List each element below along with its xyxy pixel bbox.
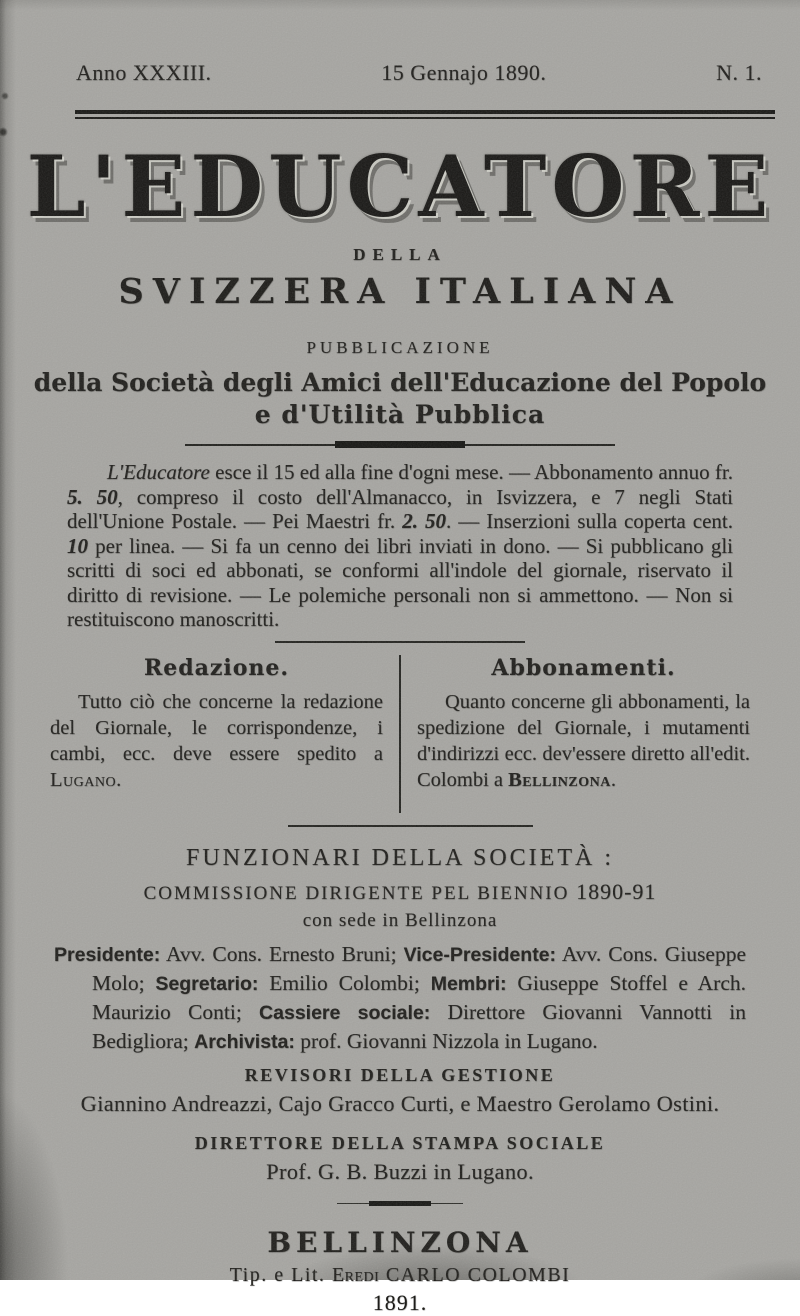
label-cassiere: Cassiere sociale: [259, 1002, 431, 1024]
revisori-title: REVISORI DELLA GESTIONE [244, 1065, 556, 1085]
imprint-city: BELLINZONA [267, 1226, 533, 1259]
header-double-rule [75, 110, 775, 119]
abbonamenti-text: Quanto concerne gli abbonamenti, la spedizione del Giornale, i mutamenti d'indirizzi ecc. dev'essere diretto all'edit. Colombi a [417, 690, 750, 791]
abbonamenti-place: Bellinzona [508, 768, 611, 791]
section-rule-top [275, 641, 525, 643]
redazione-heading: Redazione. [143, 654, 290, 681]
label-segretario: Segretario: [155, 973, 259, 995]
footer-decorative-rule [0, 1201, 800, 1206]
funzionari-title: FUNZIONARI DELLA SOCIETÀ : [186, 845, 614, 871]
officers-paragraph [54, 940, 746, 1056]
issue-number-label: N. 1. [716, 60, 762, 85]
masthead-title: L'EDUCATORE [26, 137, 774, 236]
value-vice-presidente: Avv. Cons. Giuseppe Molo; [92, 942, 746, 995]
masthead-della-label: DELLA [353, 245, 447, 264]
value-cassiere: Direttore Giovanni Vannotti in Bedigliora; [92, 1000, 747, 1053]
rule-thin-left [185, 444, 335, 446]
revisori-names: Giannino Andreazzi, Cajo Gracco Curti, e Maestro Gerolamo Ostini. [80, 1091, 720, 1116]
intro-text: esce il 15 ed alla fine d'ogni mese. — Abbonamento annuo fr. [209, 460, 733, 484]
rule-thick-center [335, 441, 465, 448]
redazione-body [50, 689, 383, 793]
intro-text: , compreso il costo dell'Almanacco, in Isvizzera, e 7 negli Stati dell'Unione Postale. — Pei Maestri fr. [67, 484, 733, 533]
value-membri: Giuseppe Stoffel e Arch. Maurizio Conti; [92, 971, 746, 1024]
journal-name-italic: L'Educatore [107, 460, 210, 484]
abbonamenti-end: . [610, 768, 616, 791]
footer-rule-thin-right [431, 1203, 463, 1205]
printer-eredi: Eredi [331, 1264, 380, 1286]
value-segretario: Emilio Colombi; [258, 971, 431, 995]
society-name-line1: della Società degli Amici dell'Educazione del Popolo [33, 368, 767, 397]
subscription-info-paragraph [67, 460, 733, 632]
printer-prefix: Tip. e Lit. [229, 1264, 332, 1286]
label-presidente: Presidente: [54, 944, 161, 966]
redazione-text: Tutto ciò che concerne la redazione del Giornale, le corrispondenze, i cambi, ecc. deve essere spedito a [50, 690, 383, 765]
commissione-text: COMMISSIONE DIRIGENTE PEL BIENNIO [143, 883, 577, 904]
masthead-subtitle: SVIZZERA ITALIANA [118, 271, 682, 312]
imprint-printer [0, 1264, 800, 1287]
redazione-place: Lugano [50, 768, 117, 791]
direttore-name: Prof. G. B. Buzzi in Lugano. [266, 1159, 534, 1184]
biennio-years: 1890-91 [576, 879, 657, 904]
label-vice-presidente: Vice-Presidente: [403, 944, 557, 966]
footer-rule-thin-left [337, 1203, 369, 1205]
issue-header-row [0, 0, 800, 86]
direttore-title: DIRETTORE DELLA STAMPA SOCIALE [194, 1133, 606, 1153]
footer-rule-thick-center [369, 1201, 431, 1206]
value-presidente: Avv. Cons. Ernesto Bruni; [160, 942, 404, 966]
intro-text: . — Inserzioni sulla coperta cent. [445, 509, 733, 533]
issue-year-label: Anno XXXIII. [76, 60, 212, 85]
price-insertion: 10 [67, 533, 88, 558]
price-annual: 5. 50 [67, 484, 118, 509]
abbonamenti-heading: Abbonamenti. [491, 654, 676, 681]
rule-thin-right [465, 444, 615, 446]
commissione-line [0, 879, 800, 905]
contact-columns [50, 655, 750, 814]
redazione-end: . [116, 768, 122, 791]
intro-text: per linea. — Si fa un cenno dei libri inviati in dono. — Si pubblicano gli scritti di soci ed abbonati, se conformi all'indole del giornale, riservato il diritto di revisione. — Le polemiche personali non si ammettono. — Non si restituiscono manoscritti. [67, 533, 733, 631]
abbonamenti-body [417, 689, 750, 793]
imprint-year: 1891. [372, 1290, 428, 1315]
decorative-rule [0, 441, 800, 448]
society-name-line2: e d'Utilità Pubblica [254, 400, 546, 429]
label-archivista: Archivista: [194, 1031, 295, 1053]
pubblicazione-label: PUBBLICAZIONE [306, 338, 494, 357]
redazione-column [50, 655, 399, 814]
abbonamenti-column [399, 655, 750, 814]
label-membri: Membri: [430, 973, 507, 995]
issue-date-label: 15 Gennajo 1890. [381, 60, 547, 85]
section-rule-mid [288, 825, 533, 827]
sede-line: con sede in Bellinzona [302, 910, 498, 931]
value-archivista: prof. Giovanni Nizzola in Lugano. [294, 1029, 598, 1053]
price-teachers: 2. 50 [402, 509, 446, 533]
printer-name: CARLO COLOMBI [379, 1264, 571, 1286]
